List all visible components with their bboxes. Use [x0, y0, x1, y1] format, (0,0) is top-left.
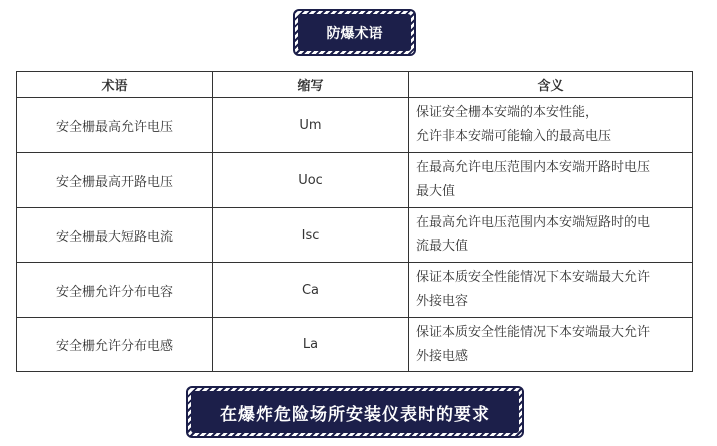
meaning-line: 最大值: [416, 184, 456, 199]
term-cell: 安全栅允许分布电感: [17, 318, 213, 372]
title-badge: [293, 9, 416, 56]
meaning-line: 外接电感: [416, 348, 469, 364]
table-row: [17, 208, 693, 263]
table-row: [17, 153, 693, 208]
header-meaning: 含义: [409, 72, 693, 98]
meaning-cell: [409, 98, 693, 153]
table-row: [17, 98, 693, 153]
abbr-cell: La: [213, 318, 409, 372]
abbr-cell: Ca: [213, 263, 409, 318]
header-term: 术语: [17, 72, 213, 98]
meaning-cell: [409, 263, 693, 318]
meaning-line: 保证本质安全性能情况下本安端最大允许: [416, 324, 651, 340]
header-abbr: 缩写: [213, 72, 409, 98]
meaning-line: 在最高允许电压范围内本安端短路时的电: [416, 215, 651, 230]
meaning-line: 保证本质安全性能情况下本安端最大允许: [416, 270, 651, 285]
term-cell: 安全栅最大短路电流: [17, 208, 213, 263]
abbr-cell: Uoc: [213, 153, 409, 208]
term-cell: 安全栅最高允许电压: [17, 98, 213, 153]
meaning-line: 流最大值: [416, 239, 469, 254]
meaning-cell: [409, 153, 693, 208]
title-text: 防爆术语: [298, 14, 411, 51]
term-cell: 安全栅允许分布电容: [17, 263, 213, 318]
table-header-row: [17, 72, 693, 98]
meaning-cell: [409, 208, 693, 263]
terminology-table: [16, 71, 693, 372]
table-row: [17, 263, 693, 318]
meaning-line: 允许非本安端可能输入的最高电压: [416, 129, 612, 144]
meaning-line: 在最高允许电压范围内本安端开路时电压: [416, 160, 651, 175]
meaning-cell: [409, 318, 693, 372]
meaning-line: 保证安全栅本安端的本安性能，: [416, 105, 599, 120]
abbr-cell: Um: [213, 98, 409, 153]
table-row: [17, 318, 693, 372]
section-heading-badge: [186, 386, 524, 438]
meaning-line: 外接电容: [416, 294, 469, 309]
section-heading-text: 在爆炸危险场所安装仪表时的要求: [191, 391, 519, 433]
abbr-cell: Isc: [213, 208, 409, 263]
term-cell: 安全栅最高开路电压: [17, 153, 213, 208]
